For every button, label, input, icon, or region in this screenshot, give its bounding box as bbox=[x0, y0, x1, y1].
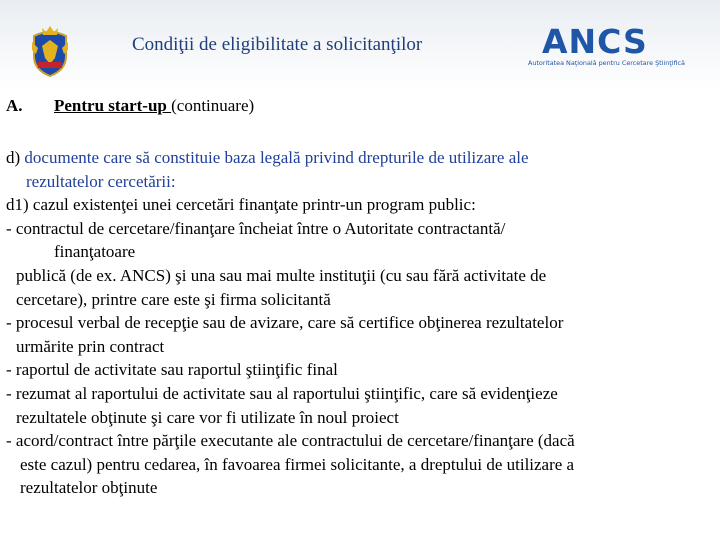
section-heading-suffix: (continuare) bbox=[171, 96, 255, 115]
item-d-text-continued: rezultatelor cercetării: bbox=[26, 171, 176, 191]
bullet-acord-line-3: rezultatelor obţinute bbox=[20, 478, 158, 498]
section-letter: A. bbox=[6, 96, 23, 115]
item-d-text: documente care să constituie baza legală privind drepturile de utilizare ale bbox=[24, 148, 529, 167]
item-d1: d1) cazul existenţei unei cercetări finanţate printr-un program public: bbox=[6, 195, 476, 215]
bullet-proces-verbal-line-1: - procesul verbal de recepţie sau de avizare, care să certifice obţinerea rezultatelor bbox=[6, 313, 564, 333]
bullet-rezumat-line-2: rezultatele obţinute şi care vor fi utilizate în noul proiect bbox=[16, 407, 399, 427]
ancs-logo bbox=[528, 22, 688, 72]
bullet-raport: - raportul de activitate sau raportul ştiinţific final bbox=[6, 360, 338, 380]
bullet-contract-line-3: publică (de ex. ANCS) şi una sau mai multe instituţii (cu sau fără activitate de bbox=[16, 265, 547, 285]
bullet-acord-line-1: - acord/contract între părţile executante ale contractului de cercetare/finanţare (dacă bbox=[6, 431, 575, 451]
bullet-rezumat-line-1: - rezumat al raportului de activitate sau al raportului ştiinţific, care să evidenţieze bbox=[6, 383, 558, 403]
bullet-proces-verbal-line-2: urmărite prin contract bbox=[16, 336, 165, 356]
document-body bbox=[6, 146, 712, 500]
bullet-contract-line-2: finanţatoare bbox=[54, 242, 136, 262]
item-d bbox=[6, 146, 712, 170]
section-heading bbox=[6, 96, 254, 116]
logo-subtitle: Autoritatea Naţională pentru Cercetare Ştiinţifică bbox=[528, 59, 685, 67]
bullet-acord-line-2: este cazul) pentru cedarea, în favoarea firmei solicitante, a dreptului de utilizare a bbox=[20, 454, 575, 474]
logo-wordmark: ANCS bbox=[542, 22, 648, 61]
romania-coat-of-arms-icon bbox=[28, 22, 72, 78]
bullet-contract-line-1: - contractul de cercetare/finanţare încheiat între o Autoritate contractantă/ bbox=[6, 218, 506, 238]
page-title: Condiţii de eligibilitate a solicitanţilor bbox=[132, 34, 423, 55]
section-heading-text: Pentru start-up bbox=[54, 96, 172, 115]
bullet-contract-line-4: cercetare), printre care este şi firma solicitantă bbox=[16, 289, 331, 309]
item-d-prefix: d) bbox=[6, 148, 25, 167]
